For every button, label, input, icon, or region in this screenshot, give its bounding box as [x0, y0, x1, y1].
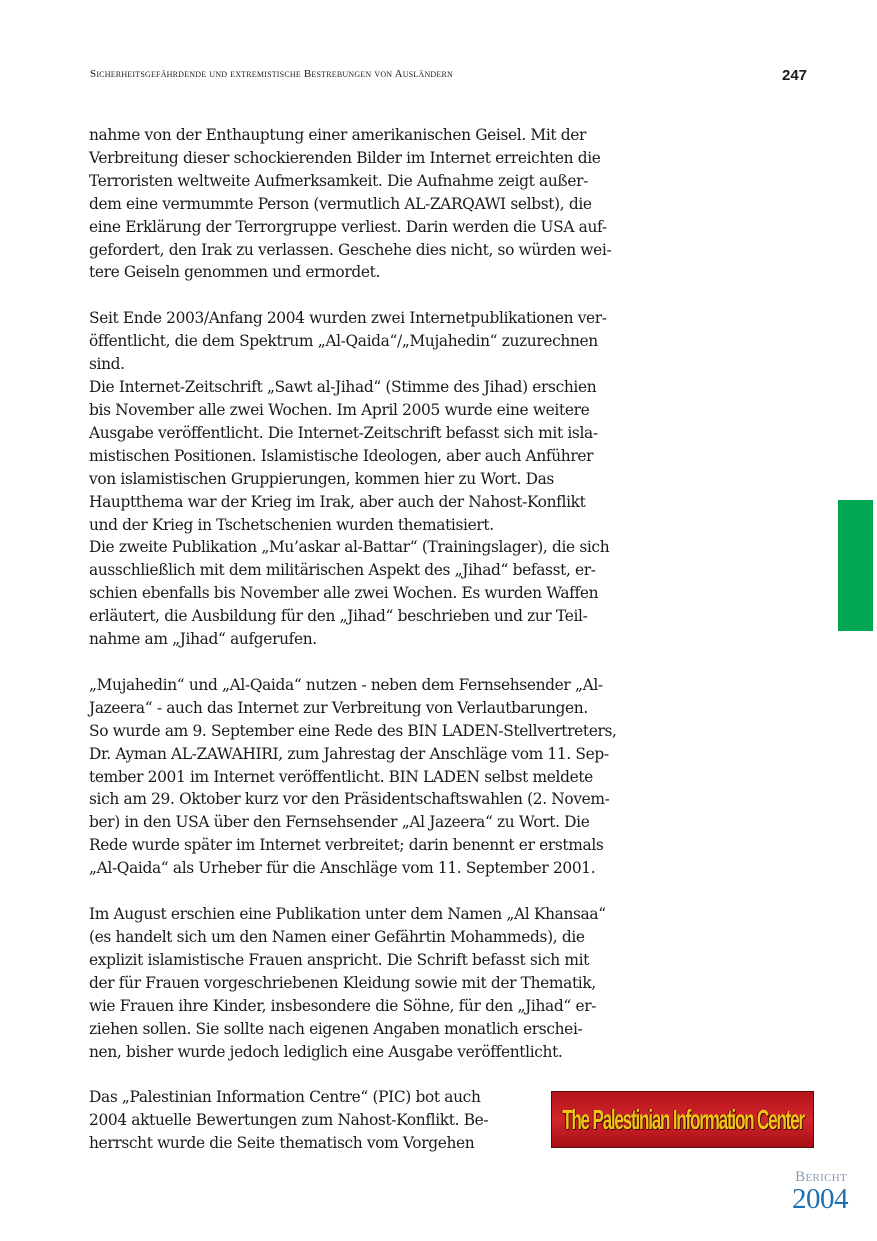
report-brand-year: 2004 — [792, 1183, 848, 1215]
body-text — [89, 124, 649, 1063]
text-line: dem eine vermummte Person (vermutlich AL-ZARQAWI selbst), die — [89, 194, 592, 213]
text-line: Seit Ende 2003/Anfang 2004 wurden zwei Internetpublikationen ver- — [89, 309, 607, 328]
text-line: Verbreitung dieser schockierenden Bilder im Internet erreichten die — [89, 148, 601, 167]
text-line: Hauptthema war der Krieg im Irak, aber auch der Nahost-Konflikt — [89, 492, 586, 511]
running-header: Sicherheitsgefährdende und extremistische Bestrebungen von Ausländern — [90, 68, 454, 80]
report-brand-word: Bericht — [795, 1169, 847, 1185]
text-line: Das „Palestinian Information Centre“ (PIC) bot auch — [89, 1088, 481, 1106]
text-line: (es handelt sich um den Namen einer Gefährtin Mohammeds), die — [89, 928, 585, 946]
text-line: Die zweite Publikation „Mu’askar al-Battar“ (Trainingslager), die sich — [89, 538, 610, 557]
text-line: öffentlicht, die dem Spektrum „Al-Qaida“/„Mujahedin“ zuzurechnen — [89, 332, 598, 351]
final-paragraph — [89, 1086, 529, 1155]
text-line: Dr. Ayman AL-ZAWAHIRI, zum Jahrestag der Anschläge vom 11. Sep- — [89, 744, 609, 763]
text-line: Terroristen weltweite Aufmerksamkeit. Die Aufnahme zeigt außer- — [89, 171, 588, 190]
paragraph-gap — [89, 651, 649, 674]
text-line: Im August erschien eine Publikation unter dem Namen „Al Khansaa“ — [89, 905, 606, 924]
text-line: Ausgabe veröffentlicht. Die Internet-Zeitschrift befasst sich mit isla- — [89, 423, 598, 442]
text-line: bis November alle zwei Wochen. Im April 2005 wurde eine weitere — [89, 400, 590, 419]
text-line: explizit islamistische Frauen anspricht. Die Schrift befasst sich mit — [89, 950, 590, 969]
text-line: „Mujahedin“ und „Al-Qaida“ nutzen - neben dem Fernsehsender „Al- — [89, 675, 603, 694]
text-line: tember 2001 im Internet veröffentlicht. BIN LADEN selbst meldete — [89, 767, 593, 786]
text-line: Rede wurde später im Internet verbreitet; darin benennt er erstmals — [89, 836, 604, 855]
pic-banner-text: The Palestinian Information Center — [561, 1103, 804, 1135]
page-number: 247 — [782, 67, 808, 84]
text-line: eine Erklärung der Terrorgruppe verliest. Darin werden die USA auf- — [89, 217, 607, 236]
text-line: tere Geiseln genommen und ermordet. — [89, 263, 380, 282]
text-line: So wurde am 9. September eine Rede des BIN LADEN-Stellvertreters, — [89, 721, 617, 740]
text-line: ziehen sollen. Sie sollte nach eigenen Angaben monatlich erschei- — [89, 1019, 583, 1038]
text-line: nahme von der Enthauptung einer amerikanischen Geisel. Mit der — [89, 126, 587, 144]
text-line: gefordert, den Irak zu verlassen. Geschehe dies nicht, so würden wei- — [89, 240, 612, 259]
pic-banner-image — [551, 1091, 814, 1148]
text-line: 2004 aktuelle Bewertungen zum Nahost-Konflikt. Be- — [89, 1110, 489, 1129]
text-line: Die Internet-Zeitschrift „Sawt al-Jihad“ (Stimme des Jihad) erschien — [89, 378, 597, 397]
text-line: der für Frauen vorgeschriebenen Kleidung sowie mit der Thematik, — [89, 973, 596, 992]
text-line: von islamistischen Gruppierungen, kommen hier zu Wort. Das — [89, 469, 554, 488]
text-line: erläutert, die Ausbildung für den „Jihad“ beschrieben und zur Teil- — [89, 607, 588, 626]
text-line: nen, bisher wurde jedoch lediglich eine Ausgabe veröffentlicht. — [89, 1042, 563, 1061]
text-line: „Al-Qaida“ als Urheber für die Anschläge vom 11. September 2001. — [89, 859, 596, 878]
text-line: Jazeera“ - auch das Internet zur Verbreitung von Verlautbarungen. — [89, 698, 588, 717]
text-line: wie Frauen ihre Kinder, insbesondere die Söhne, für den „Jihad“ er- — [89, 996, 597, 1015]
text-line: ausschließlich mit dem militärischen Aspekt des „Jihad“ befasst, er- — [89, 561, 596, 580]
text-line: sich am 29. Oktober kurz vor den Präsidentschaftswahlen (2. Novem- — [89, 790, 610, 809]
text-line: schien ebenfalls bis November alle zwei Wochen. Es wurden Waffen — [89, 584, 599, 603]
text-line: herrscht wurde die Seite thematisch vom Vorgehen — [89, 1133, 475, 1152]
text-line: sind. — [89, 355, 125, 374]
paragraph-gap — [89, 880, 649, 903]
paragraph-gap — [89, 284, 649, 307]
section-tab — [838, 500, 873, 631]
text-line: und der Krieg in Tschetschenien wurden thematisiert. — [89, 515, 494, 534]
text-line: ber) in den USA über den Fernsehsender „Al Jazeera“ zu Wort. Die — [89, 813, 590, 832]
text-line: mistischen Positionen. Islamistische Ideologen, aber auch Anführer — [89, 446, 594, 465]
text-line: nahme am „Jihad“ aufgerufen. — [89, 630, 317, 649]
